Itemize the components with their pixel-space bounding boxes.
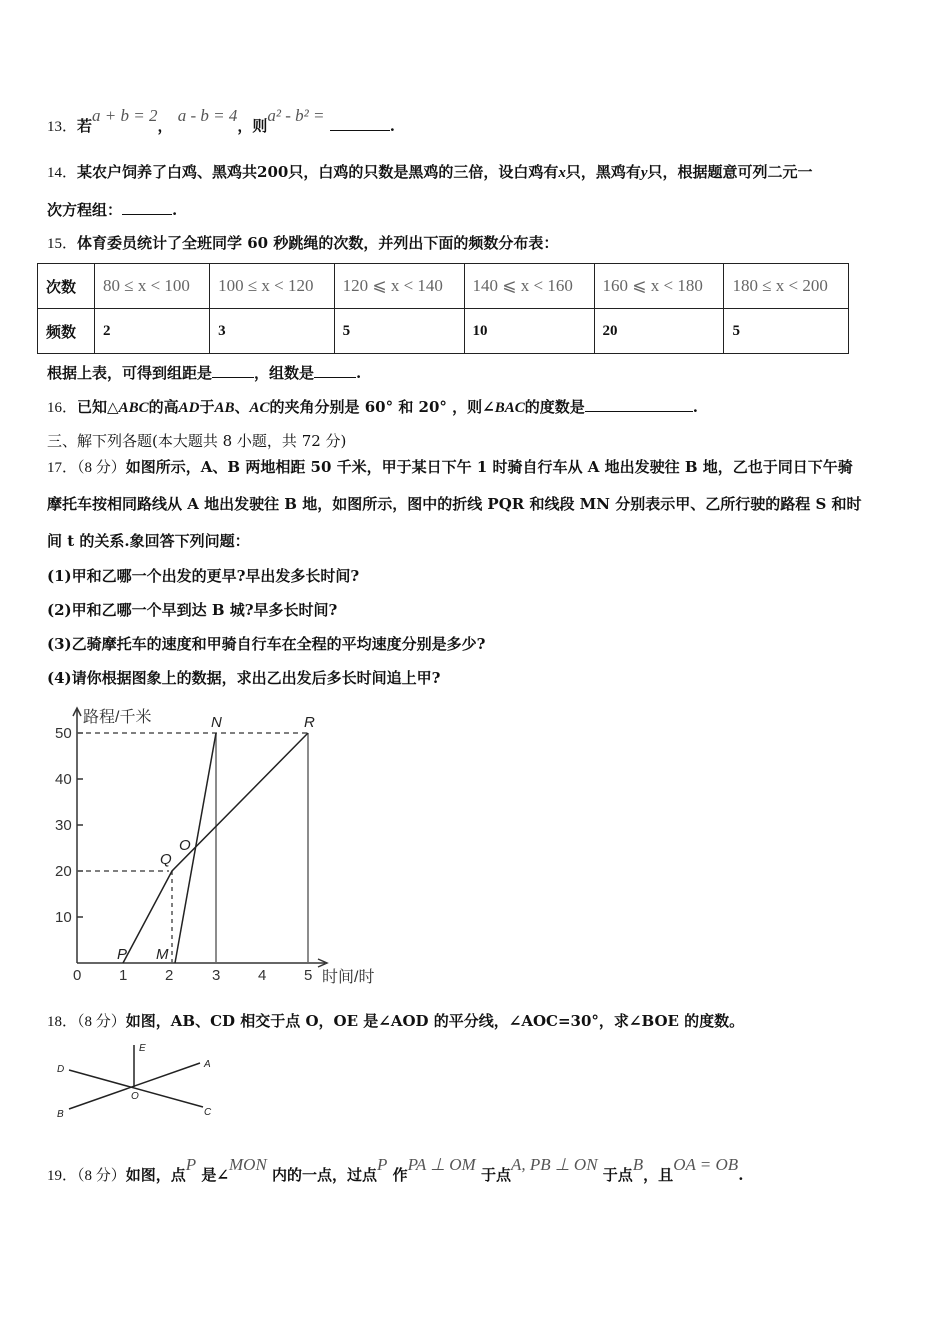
- question-score: （8 分）: [77, 460, 126, 476]
- frequency-cell: 10: [464, 309, 594, 354]
- range-cell: 180 ≤ x < 200: [724, 264, 849, 309]
- svg-text:1: 1: [119, 967, 128, 984]
- svg-text:O: O: [179, 837, 191, 854]
- q15-end: .: [356, 364, 362, 382]
- q13-equation-2: a - b = 4: [177, 106, 238, 125]
- svg-text:50: 50: [55, 725, 72, 742]
- question-number: 13．: [47, 119, 78, 135]
- q16-text: 的夹角分别是 60° 和 20° ，则∠: [269, 398, 495, 416]
- q14-text: 只，黑鸡有: [565, 163, 641, 181]
- q16-end: .: [692, 398, 698, 416]
- q19-text: 如图，点: [125, 1166, 186, 1184]
- svg-text:10: 10: [55, 909, 72, 926]
- q19-perpendicular-pa: PA ⊥ OM: [407, 1155, 476, 1174]
- range-cell: 80 ≤ x < 100: [95, 264, 210, 309]
- frequency-cell: 5: [334, 309, 464, 354]
- q14-number: 200: [257, 163, 289, 181]
- label-d: D: [57, 1064, 65, 1075]
- q13-end: .: [389, 117, 395, 135]
- svg-text:5: 5: [304, 967, 313, 984]
- q16-segment: AC: [249, 400, 270, 416]
- svg-text:20: 20: [55, 863, 72, 880]
- q19-text: 内的一点，过点: [272, 1166, 378, 1184]
- q16-text: 的度数是: [524, 398, 585, 416]
- question-number: 16．: [47, 400, 78, 416]
- frequency-cell: 5: [724, 309, 849, 354]
- label-c: C: [204, 1107, 212, 1118]
- frequency-cell: 20: [594, 309, 724, 354]
- question-score: （8 分）: [77, 1168, 126, 1184]
- question-17-line-3: 间 t 的关系.象回答下列问题：: [47, 532, 250, 550]
- question-number: 17．: [47, 460, 78, 476]
- svg-text:M: M: [156, 946, 169, 963]
- q17-text: 如图所示，A、B 两地相距 50 千米，甲于某日下午 1 时骑自行车从 A 地出发驶往 B 地，乙也于同日下午骑: [125, 458, 853, 476]
- q16-angle: BAC: [494, 400, 525, 416]
- svg-text:30: 30: [55, 817, 72, 834]
- q13-separator: ，: [157, 117, 173, 135]
- range-cell: 120 ⩽ x < 140: [334, 264, 464, 309]
- q17-subquestion-3: (3)乙骑摩托车的速度和甲骑自行车在全程的平均速度分别是多少?: [47, 635, 486, 653]
- q14-end: .: [172, 201, 178, 219]
- frequency-cell: 2: [95, 309, 210, 354]
- q19-text: 于点: [602, 1166, 633, 1184]
- question-number: 19．: [47, 1168, 78, 1184]
- svg-text:2: 2: [165, 967, 174, 984]
- svg-text:40: 40: [55, 771, 72, 788]
- frequency-cell: 3: [210, 309, 335, 354]
- svg-text:R: R: [304, 714, 315, 731]
- q13-prefix: 若: [77, 117, 93, 135]
- q17-subquestion-4: (4)请你根据图象上的数据，求出乙出发后多长时间追上甲?: [47, 669, 441, 687]
- q19-text: 作: [392, 1166, 408, 1184]
- q16-triangle: ABC: [118, 400, 149, 416]
- svg-text:0: 0: [73, 967, 82, 984]
- range-cell: 160 ⩽ x < 180: [594, 264, 724, 309]
- range-cell: 140 ⩽ x < 160: [464, 264, 594, 309]
- row-header: 频数: [38, 309, 95, 354]
- question-19: [47, 1155, 744, 1186]
- svg-text:N: N: [211, 714, 222, 731]
- q16-segment: AD: [178, 400, 200, 416]
- q13-equation-1: a + b = 2: [92, 106, 158, 125]
- section-heading: 三、解下列各题(本大题共 8 小题，共 72 分): [47, 432, 347, 450]
- q16-text: 、: [234, 398, 250, 416]
- q19-equality: OA = OB: [673, 1155, 739, 1174]
- label-b: B: [57, 1109, 64, 1120]
- q17-subquestion-2: (2)甲和乙哪一个早到达 B 城?早多长时间?: [47, 601, 338, 619]
- q19-text: 于点: [480, 1166, 511, 1184]
- q19-end: .: [738, 1166, 744, 1184]
- q19-point-p: P: [185, 1155, 197, 1174]
- q13-expression: a² - b² =: [267, 106, 325, 125]
- label-e: E: [139, 1043, 146, 1054]
- row-header: 次数: [38, 264, 95, 309]
- svg-text:Q: Q: [160, 851, 172, 868]
- q19-angle-mon: MON: [229, 1155, 267, 1174]
- q13-then: ，则: [237, 117, 268, 135]
- svg-text:3: 3: [212, 967, 221, 984]
- q15-text: 根据上表，可得到组距是: [47, 364, 213, 382]
- label-a: A: [204, 1059, 211, 1070]
- svg-text:P: P: [117, 946, 128, 963]
- q16-text: 于: [199, 398, 215, 416]
- intersecting-lines-figure: [45, 1035, 235, 1125]
- q14-text: 只，白鸡的只数是黑鸡的三倍，设白鸡有: [288, 163, 559, 181]
- q17-subquestion-1: (1)甲和乙哪一个出发的更早?早出发多长时间?: [47, 567, 360, 585]
- q19-text: 是∠: [201, 1166, 229, 1184]
- question-number: 18．: [47, 1014, 78, 1030]
- q15-text: ，组数是: [254, 364, 315, 382]
- chart-tick-labels: [55, 725, 312, 984]
- q14-var-y: y: [640, 165, 648, 181]
- q18-text: 如图，AB、CD 相交于点 O，OE 是∠AOD 的平分线，∠AOC=30°，求∠BOE 的度数。: [125, 1012, 745, 1030]
- q15-intro: 体育委员统计了全班同学 60 秒跳绳的次数，并列出下面的频数分布表：: [77, 234, 559, 252]
- q14-text: 次方程组：: [47, 201, 123, 219]
- question-17-line-2: 摩托车按相同路线从 A 地出发驶往 B 地，如图所示，图中的折线 PQR 和线段 MN 分别表示甲、乙所行驶的路程 S 和时: [47, 495, 862, 513]
- question-number: 15．: [47, 236, 78, 252]
- svg-text:4: 4: [258, 967, 267, 984]
- q16-text: 已知△: [77, 398, 119, 416]
- question-score: （8 分）: [77, 1014, 126, 1030]
- q16-segment: AB: [214, 400, 235, 416]
- y-axis-label: 路程/千米: [83, 709, 152, 726]
- question-number: 14．: [47, 165, 78, 181]
- q14-var-x: x: [558, 165, 566, 181]
- x-axis-label: 时间/时: [322, 969, 375, 986]
- q14-text: 某农户饲养了白鸡、黑鸡共: [77, 163, 258, 181]
- q19-point-b: B: [632, 1155, 644, 1174]
- q19-text: ，且: [643, 1166, 674, 1184]
- chart-axes: [73, 708, 327, 967]
- q19-perpendicular-pb: A, PB ⊥ ON: [510, 1155, 598, 1174]
- range-cell: 100 ≤ x < 120: [210, 264, 335, 309]
- q16-text: 的高: [148, 398, 179, 416]
- label-o: O: [131, 1091, 139, 1102]
- q19-point-p: P: [377, 1155, 388, 1174]
- q14-text: 只，根据题意可列二元一: [647, 163, 813, 181]
- question-18: [47, 1011, 744, 1032]
